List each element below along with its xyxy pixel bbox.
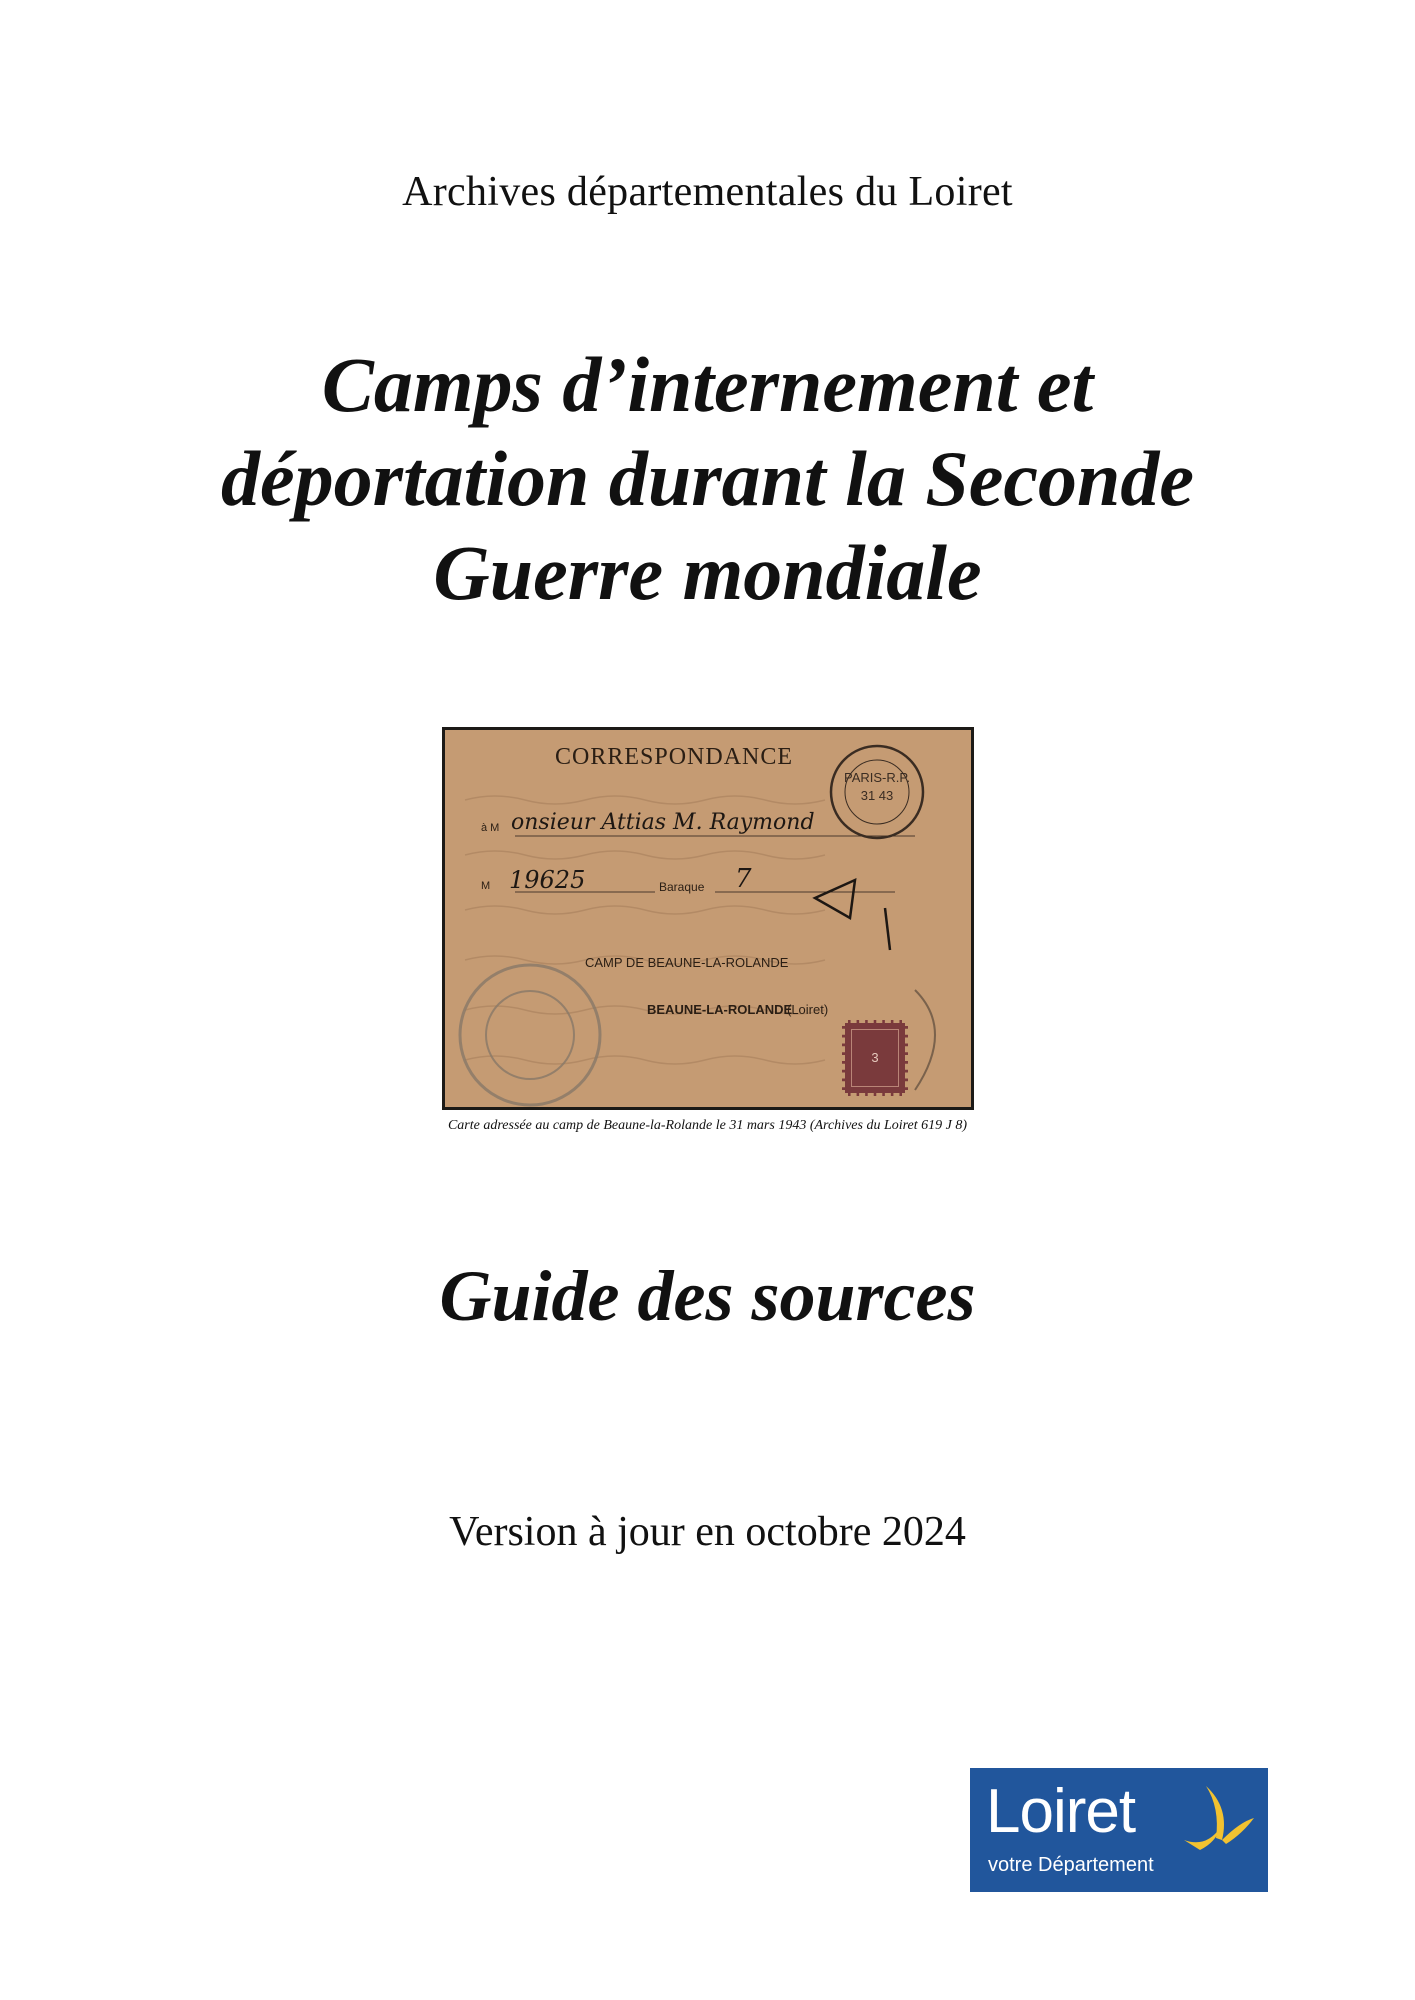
baraque-label: Baraque xyxy=(659,880,705,894)
stamp-value: 3 xyxy=(851,1029,899,1087)
loiret-logo xyxy=(970,1768,1268,1892)
title-line: Camps d’internement et xyxy=(321,341,1094,428)
town-suffix: (Loiret) xyxy=(787,1002,829,1017)
addressee-prefix: à M xyxy=(481,822,500,834)
institution-name: Archives départementales du Loiret xyxy=(402,169,1013,215)
title-line: déportation durant la Seconde xyxy=(221,435,1194,522)
logo-name: Loiret xyxy=(986,1777,1136,1846)
postcard xyxy=(445,730,971,1107)
logo-tagline: votre Département xyxy=(988,1854,1154,1876)
wheat-sprig-icon xyxy=(1176,1778,1256,1858)
camp-line: CAMP DE BEAUNE-LA-ROLANDE xyxy=(585,955,789,970)
addressee-handwritten: onsieur Attias M. Raymond xyxy=(511,810,815,835)
card-heading: CORRESPONDANCE xyxy=(555,744,794,770)
postage-stamp xyxy=(842,1020,908,1096)
correspondence-card-image xyxy=(442,727,974,1110)
number-label: M xyxy=(481,880,491,892)
postmark-city: PARIS-R.P. xyxy=(844,770,910,785)
document-title xyxy=(110,338,1305,620)
figure-caption: Carte adressée au camp de Beaune-la-Rolande le 31 mars 1943 (Archives du Loiret 619 J 8) xyxy=(447,1118,968,1133)
number-handwritten: 19625 xyxy=(509,866,586,894)
town-line: BEAUNE-LA-ROLANDE xyxy=(647,1002,793,1017)
guide-subtitle: Guide des sources xyxy=(439,1256,976,1336)
version-note: Version à jour en octobre 2024 xyxy=(449,1509,966,1555)
postmark-date: 31 43 xyxy=(860,788,894,803)
baraque-handwritten: 7 xyxy=(735,864,752,894)
title-line: Guerre mondiale xyxy=(433,529,982,616)
